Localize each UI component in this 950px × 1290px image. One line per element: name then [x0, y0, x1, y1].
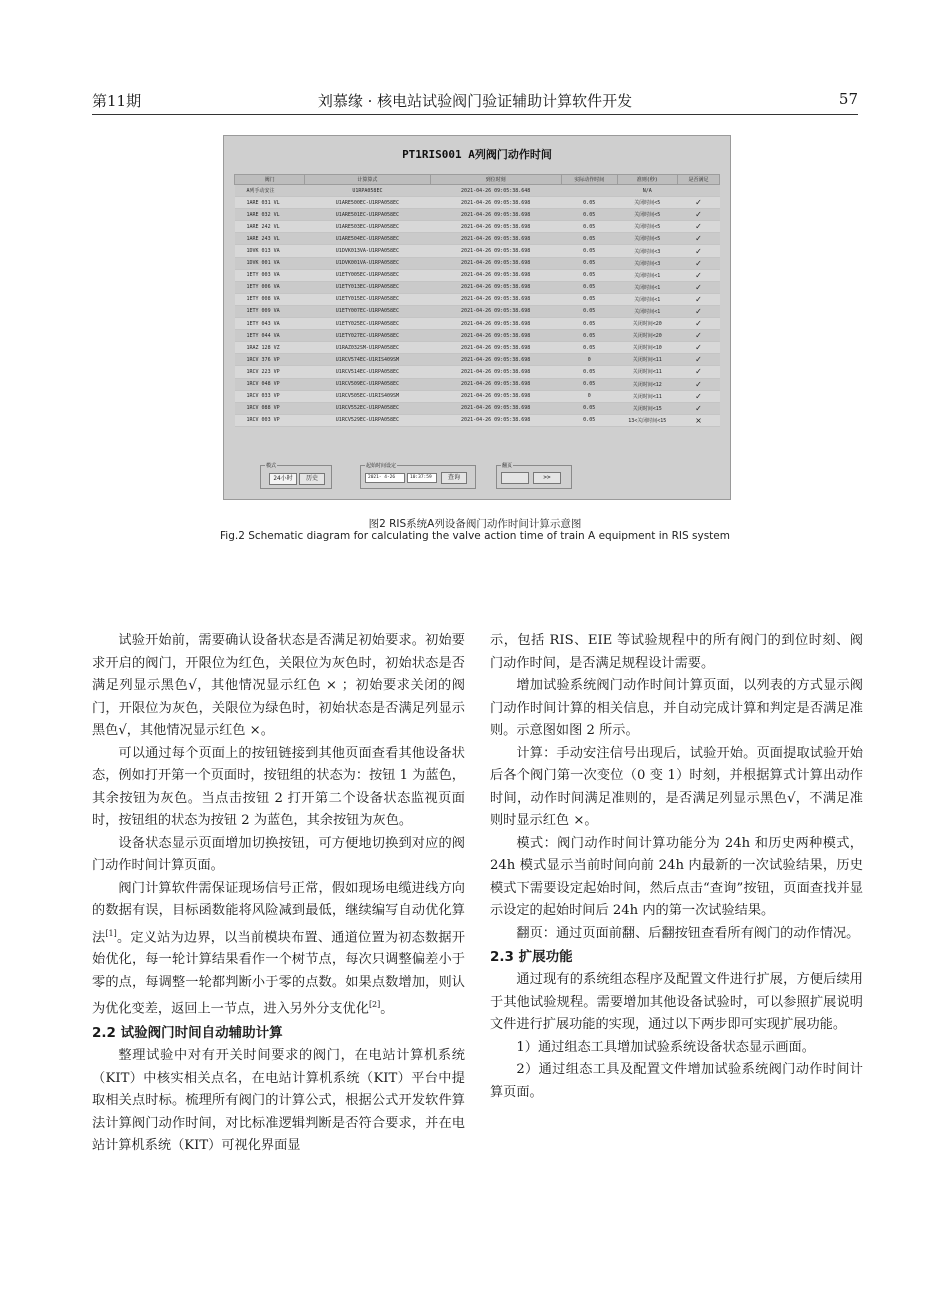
- table-row: [235, 342, 720, 354]
- table-cell: 1ETY 003 VA: [235, 269, 305, 281]
- table-cell: U1ARE501EC-U1RPA058EC: [305, 209, 430, 221]
- paragraph: 2）通过组态工具及配置文件增加试验系统阀门动作时间计算页面。: [490, 1062, 863, 1100]
- table-cell: 0.05: [561, 233, 617, 245]
- table-cell: 2021-04-26 09:05:38.698: [430, 209, 561, 221]
- table-cell: 2021-04-26 09:05:38.698: [430, 305, 561, 317]
- table-cell: 关闭时间<3: [617, 245, 677, 257]
- table-cell: ✓: [677, 281, 719, 293]
- col-header: 计算算式: [305, 175, 430, 185]
- table-cell: U1ETY013EC-U1RPA058EC: [305, 281, 430, 293]
- screen-title: PT1RIS001 A列阀门动作时间: [402, 148, 552, 161]
- table-cell: 0.05: [561, 269, 617, 281]
- paragraph: 增加试验系统阀门动作时间计算页面，以列表的方式显示阀门动作时间计算的相关信息，并自动完成计算和判定是否满足准则。示意图如图 2 所示。: [490, 678, 863, 738]
- table-cell: 2021-04-26 09:05:38.698: [430, 281, 561, 293]
- table-cell: U1ARE500EC-U1RPA058EC: [305, 197, 430, 209]
- table-row: [235, 221, 720, 233]
- table-cell: ✓: [677, 305, 719, 317]
- table-cell: ×: [677, 414, 719, 426]
- table-cell: 0.05: [561, 330, 617, 342]
- table-row: [235, 197, 720, 209]
- table-cell: 0: [561, 390, 617, 402]
- text-run: 。: [380, 1001, 394, 1017]
- table-row: [235, 245, 720, 257]
- table-cell: 关闭时间<1: [617, 281, 677, 293]
- table-cell: 2021-04-26 09:05:38.698: [430, 378, 561, 390]
- text-run: 阀门计算软件需保证现场信号正常，假如现场电缆进线方向的数据有误，目标函数能将风险减到最低，继续编写自动优化算法: [92, 880, 465, 945]
- table-cell: ✓: [677, 293, 719, 305]
- table-cell: 关闭时间<5: [617, 197, 677, 209]
- table-cell: U1RPA058EC: [305, 185, 430, 197]
- table-cell: 2021-04-26 09:05:38.698: [430, 402, 561, 414]
- mode-label: 模式: [266, 463, 277, 469]
- table-row: [235, 185, 720, 197]
- table-cell: 2021-04-26 09:05:38.698: [430, 245, 561, 257]
- table-row: [235, 257, 720, 269]
- table-cell: 关闭时间<1: [617, 305, 677, 317]
- table-cell: 0.05: [561, 221, 617, 233]
- next-page-button[interactable]: >>: [533, 472, 561, 484]
- table-cell: 1ARE 243 VL: [235, 233, 305, 245]
- table-cell: 关闭时间<20: [617, 330, 677, 342]
- table-cell: N/A: [617, 185, 677, 197]
- mode-group: [260, 465, 332, 489]
- table-row: [235, 293, 720, 305]
- col-header: 准则(秒): [617, 175, 677, 185]
- table-cell: 0.05: [561, 197, 617, 209]
- table-cell: 0.05: [561, 245, 617, 257]
- paragraph: 可以通过每个页面上的按钮链接到其他页面查看其他设备状态，例如打开第一个页面时，按钮组的状态为：按钮 1 为蓝色，其余按钮为灰色。当点击按钮 2 打开第二个设备状态监视页面时，按钮组的状态为按钮 2 为蓝色，其余按钮为灰色。: [92, 745, 465, 828]
- mode-24h-button[interactable]: 24小时: [269, 473, 297, 485]
- table-cell: 关闭时间<10: [617, 342, 677, 354]
- table-cell: 1RCV 088 VP: [235, 402, 305, 414]
- table-cell: 1ETY 043 VA: [235, 318, 305, 330]
- table-cell: 1ETY 008 VA: [235, 293, 305, 305]
- citation: [1]: [105, 928, 117, 938]
- table-cell: ✓: [677, 366, 719, 378]
- table-cell: U1RCV574EC-U1RIS409SM: [305, 354, 430, 366]
- table-cell: U1RCV552EC-U1RPA058EC: [305, 402, 430, 414]
- paragraph: [92, 878, 465, 1022]
- table-cell: 2021-04-26 09:05:38.698: [430, 390, 561, 402]
- text-run: 。定义站为边界，以当前模块布置、通道位置为初态数据开始优化，每一轮计算结果看作一个树节点，每次只调整偏差小于零的点，每调整一轮都判断小于零的点数。如果点数增加，则认为优化变差，返回上一节点，进入另外分支优化: [92, 929, 466, 1017]
- table-cell: 0.05: [561, 366, 617, 378]
- paragraph: 示，包括 RIS、EIE 等试验规程中的所有阀门的到位时刻、阀门动作时间，是否满足规程设计需要。: [490, 633, 863, 671]
- table-cell: 1ARE 032 VL: [235, 209, 305, 221]
- table-cell: 2021-04-26 09:05:38.698: [430, 318, 561, 330]
- running-title: 刘慕缘 · 核电站试验阀门验证辅助计算软件开发: [317, 92, 633, 110]
- table-cell: U1ETY015EC-U1RPA058EC: [305, 293, 430, 305]
- page-label: 翻页: [502, 463, 513, 469]
- table-cell: 2021-04-26 09:05:38.698: [430, 366, 561, 378]
- table-cell: 0.05: [561, 318, 617, 330]
- running-header: [92, 88, 858, 115]
- table-cell: ✓: [677, 269, 719, 281]
- table-cell: U1RCV514EC-U1RPA058EC: [305, 366, 430, 378]
- table-cell: 1RCV 033 VP: [235, 390, 305, 402]
- table-cell: 关闭时间<1: [617, 269, 677, 281]
- table-cell: 1ARE 242 VL: [235, 221, 305, 233]
- table-cell: ✓: [677, 330, 719, 342]
- prev-page-button[interactable]: [501, 472, 529, 484]
- table-cell: 2021-04-26 09:05:38.698: [430, 354, 561, 366]
- table-cell: 关闭时间<5: [617, 221, 677, 233]
- table-cell: 关闭时间<12: [617, 378, 677, 390]
- table-row: [235, 354, 720, 366]
- table-cell: 1RCV 048 VP: [235, 378, 305, 390]
- table-cell: 2021-04-26 09:05:38.648: [430, 185, 561, 197]
- table-cell: 1DVK 013 VA: [235, 245, 305, 257]
- page-group: [496, 465, 572, 489]
- paragraph: 翻页：通过页面前翻、后翻按钮查看所有阀门的动作情况。: [516, 925, 860, 941]
- table-cell: U1RCV509EC-U1RPA058EC: [305, 378, 430, 390]
- table-row: [235, 402, 720, 414]
- table-cell: 1RCV 376 VP: [235, 354, 305, 366]
- paragraph: 模式：阀门动作时间计算功能分为 24h 和历史两种模式，24h 模式显示当前时间向前 24h 内最新的一次试验结果，历史模式下需要设定起始时间，然后点击“查询”按钮，页面查找并显示设定的起始时间后 24h 内的第一次试验结果。: [490, 835, 863, 918]
- paragraph: 1）通过组态工具增加试验系统设备状态显示画面。: [516, 1039, 815, 1055]
- table-cell: 0.05: [561, 209, 617, 221]
- table-cell: 关闭时间<5: [617, 209, 677, 221]
- table-cell: 2021-04-26 09:05:38.698: [430, 257, 561, 269]
- table-row: [235, 330, 720, 342]
- figure-caption-en: Fig.2 Schematic diagram for calculating the valve action time of train A equipment in RIS system: [220, 530, 730, 542]
- table-cell: 0.05: [561, 342, 617, 354]
- table-row: [235, 233, 720, 245]
- table-row: [235, 269, 720, 281]
- table-cell: U1ARE504EC-U1RPA058EC: [305, 233, 430, 245]
- col-header: 实际动作时间: [561, 175, 617, 185]
- table-cell: 0.05: [561, 281, 617, 293]
- table-cell: 1DVK 001 VA: [235, 257, 305, 269]
- query-button[interactable]: 查询: [441, 472, 467, 484]
- table-cell: 2021-04-26 09:05:38.698: [430, 342, 561, 354]
- table-cell: 关闭时间<11: [617, 390, 677, 402]
- section-heading-2-3: 2.3 扩展功能: [490, 949, 573, 965]
- table-cell: 关闭时间<20: [617, 318, 677, 330]
- table-cell: ✓: [677, 197, 719, 209]
- table-cell: 1RCV 223 VP: [235, 366, 305, 378]
- table-cell: 1ARE 031 VL: [235, 197, 305, 209]
- start-time-group: [360, 465, 476, 489]
- table-cell: U1RCV529EC-U1RPA058EC: [305, 414, 430, 426]
- table-cell: U1ETY005EC-U1RPA058EC: [305, 269, 430, 281]
- time-input[interactable]: 10:37:59: [407, 473, 437, 483]
- table-cell: U1ETY025EC-U1RPA058EC: [305, 318, 430, 330]
- table-cell: U1ETY027EC-U1RPA058EC: [305, 330, 430, 342]
- table-cell: U1RAZ032SM-U1RPA058EC: [305, 342, 430, 354]
- table-cell: 1ETY 009 VA: [235, 305, 305, 317]
- table-cell: [677, 185, 719, 197]
- page-number: 57: [838, 90, 858, 108]
- table-cell: 2021-04-26 09:05:38.698: [430, 233, 561, 245]
- table-cell: ✓: [677, 354, 719, 366]
- paragraph: 通过现有的系统组态程序及配置文件进行扩展，方便后续用于其他试验规程。需要增加其他设备试验时，可以参照扩展说明文件进行扩展功能的实现，通过以下两步即可实现扩展功能。: [490, 972, 863, 1032]
- table-cell: ✓: [677, 245, 719, 257]
- table-cell: U1ETY007EC-U1RPA058EC: [305, 305, 430, 317]
- table-cell: 关闭时间<11: [617, 354, 677, 366]
- table-cell: 0.05: [561, 257, 617, 269]
- table-cell: ✓: [677, 257, 719, 269]
- table-cell: ✓: [677, 378, 719, 390]
- table-cell: A列手动安注: [235, 185, 305, 197]
- table-cell: ✓: [677, 233, 719, 245]
- mode-history-button[interactable]: 历史: [299, 473, 325, 485]
- table-cell: 1RAZ 128 VZ: [235, 342, 305, 354]
- issue-number: 第11期: [92, 92, 142, 110]
- table-cell: 2021-04-26 09:05:38.698: [430, 414, 561, 426]
- table-row: [235, 414, 720, 426]
- table-cell: 0.05: [561, 378, 617, 390]
- table-cell: 0.05: [561, 293, 617, 305]
- table-cell: ✓: [677, 209, 719, 221]
- table-cell: 关闭时间<15: [617, 402, 677, 414]
- section-heading-2-2: 2.2 试验阀门时间自动辅助计算: [92, 1025, 283, 1042]
- paragraph: 计算：手动安注信号出现后，试验开始。页面提取试验开始后各个阀门第一次变位（0 变 1）时刻，并根据算式计算出动作时间，动作时间满足准则的，是否满足列显示黑色√，不满足准则时显示红色 ×。: [490, 745, 863, 828]
- table-header-row: [235, 175, 720, 185]
- table-cell: 1RCV 003 VP: [235, 414, 305, 426]
- table-cell: 13<关闭时间<15: [617, 414, 677, 426]
- valve-table-body: [235, 185, 720, 427]
- table-row: [235, 366, 720, 378]
- table-cell: 2021-04-26 09:05:38.698: [430, 269, 561, 281]
- table-cell: 2021-04-26 09:05:38.698: [430, 293, 561, 305]
- table-cell: 关闭时间<3: [617, 257, 677, 269]
- table-cell: 0.05: [561, 305, 617, 317]
- table-cell: 2021-04-26 09:05:38.698: [430, 330, 561, 342]
- table-cell: 0.05: [561, 402, 617, 414]
- table-cell: 1ETY 006 VA: [235, 281, 305, 293]
- paragraph: 整理试验中对有开关时间要求的阀门，在电站计算机系统（KIT）中核实相关点名，在电站计算机系统（KIT）平台中提取相关点时标。梳理所有阀门的计算公式，根据公式开发软件算法计算阀门动作时间，对比标准逻辑判断是否符合要求，并在电站计算机系统（KIT）可视化界面显: [92, 1048, 465, 1154]
- col-header: 是否满足: [677, 175, 719, 185]
- paragraph: 设备状态显示页面增加切换按钮，可方便地切换到对应的阀门动作时间计算页面。: [92, 835, 465, 873]
- table-cell: 2021-04-26 09:05:38.698: [430, 221, 561, 233]
- table-cell: U1ARE503EC-U1RPA058EC: [305, 221, 430, 233]
- table-cell: ✓: [677, 342, 719, 354]
- table-cell: 1ETY 044 VA: [235, 330, 305, 342]
- figure-caption-cn: 图2 RIS系统A列设备阀门动作时间计算示意图: [368, 518, 582, 530]
- table-row: [235, 378, 720, 390]
- start-time-label: 起始时间设定: [366, 463, 397, 469]
- right-column: [490, 630, 863, 1104]
- table-cell: 0: [561, 354, 617, 366]
- citation: [2]: [368, 1000, 381, 1010]
- table-row: [235, 281, 720, 293]
- left-column: [92, 630, 465, 1158]
- table-row: [235, 305, 720, 317]
- valve-table: [234, 174, 720, 427]
- table-cell: 关闭时间<1: [617, 293, 677, 305]
- table-cell: U1RCV505EC-U1RIS409SM: [305, 390, 430, 402]
- table-cell: ✓: [677, 402, 719, 414]
- col-header: 到位时刻: [430, 175, 561, 185]
- table-cell: U1DVK001VA-U1RPA058EC: [305, 257, 430, 269]
- table-cell: 0.05: [561, 414, 617, 426]
- paragraph: 试验开始前，需要确认设备状态是否满足初始要求。初始要求开启的阀门，开限位为红色，关限位为灰色时，初始状态是否满足列显示黑色√，其他情况显示红色 × ；初始要求关闭的阀门，开限位为灰色，关限位为绿色时，初始状态是否满足列显示黑色√，其他情况显示红色 ×。: [92, 633, 465, 738]
- table-cell: U1DVK013VA-U1RPA058EC: [305, 245, 430, 257]
- table-cell: ✓: [677, 390, 719, 402]
- table-cell: ✓: [677, 221, 719, 233]
- table-row: [235, 318, 720, 330]
- col-header: 阀门: [235, 175, 305, 185]
- table-cell: 2021-04-26 09:05:38.698: [430, 197, 561, 209]
- table-cell: ✓: [677, 318, 719, 330]
- date-input[interactable]: 2021- 4-26: [365, 473, 405, 483]
- table-row: [235, 390, 720, 402]
- table-cell: 关闭时间<5: [617, 233, 677, 245]
- table-cell: 关闭时间<11: [617, 366, 677, 378]
- table-row: [235, 209, 720, 221]
- figure-screenshot: [223, 135, 731, 500]
- table-cell: [561, 185, 617, 197]
